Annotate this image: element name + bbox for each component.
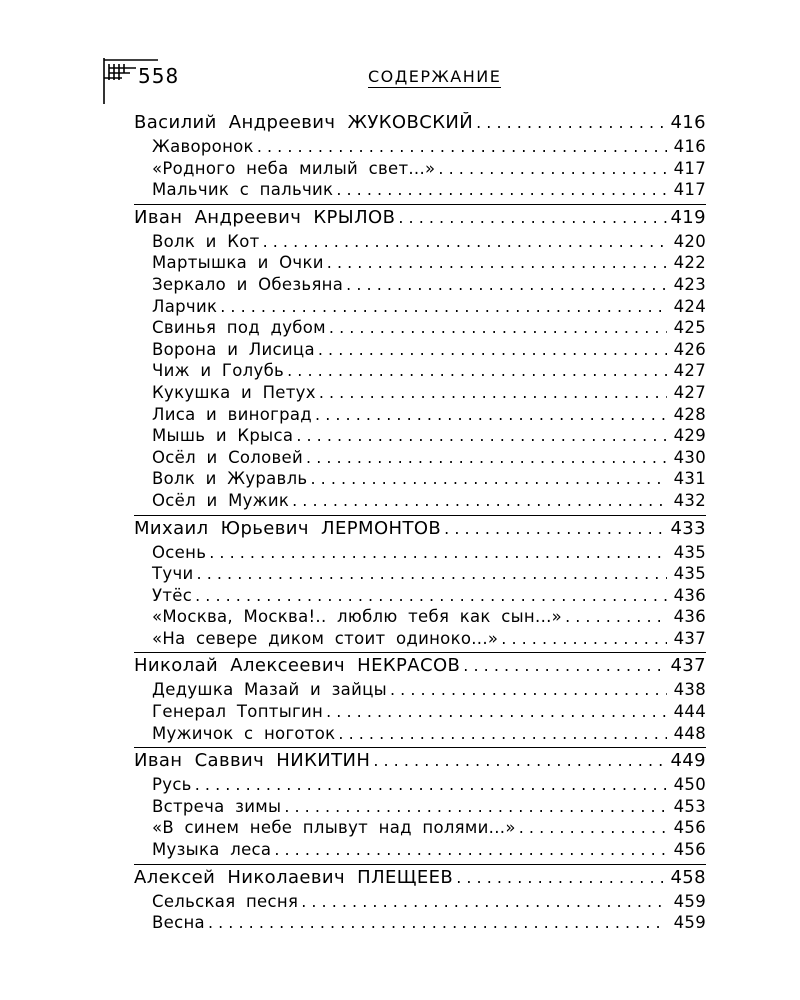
author-surname: ПЛЕЩЕЕВ <box>357 866 454 888</box>
author-surname: ЖУКОВСКИЙ <box>347 112 474 133</box>
author-first-names: Иван Андреевич <box>134 206 302 228</box>
item-page: 422 <box>673 253 706 273</box>
item-title: «Родного неба милый свет...» <box>152 158 436 178</box>
dot-leader <box>287 361 667 380</box>
item-page: 416 <box>673 137 706 156</box>
toc-item <box>134 361 706 383</box>
item-page: 448 <box>673 723 706 743</box>
item-title: Зеркало и Обезьяна <box>152 274 344 294</box>
toc-author-entry <box>134 747 706 775</box>
toc-item <box>134 297 706 319</box>
item-page: 437 <box>673 628 706 648</box>
author-page: 458 <box>670 866 706 888</box>
author-page: 437 <box>670 655 706 677</box>
dot-leader <box>329 318 667 337</box>
item-title: Чиж и Голубь <box>152 361 285 381</box>
toc-item <box>134 253 706 275</box>
author-page: 419 <box>670 206 706 228</box>
dot-leader <box>398 208 667 227</box>
dot-leader <box>456 868 667 887</box>
toc-item <box>134 892 706 914</box>
author-name <box>134 750 370 771</box>
item-title: Русь <box>152 775 192 795</box>
item-page: 431 <box>673 469 706 489</box>
item-page: 423 <box>673 274 706 294</box>
toc-item <box>134 913 706 935</box>
toc-author-entry <box>134 515 706 543</box>
dot-leader <box>390 680 667 699</box>
author-name <box>134 518 441 539</box>
dot-leader <box>565 607 667 626</box>
toc-item <box>134 318 706 340</box>
toc-item <box>134 629 706 651</box>
item-title: Свинья под дубом <box>152 318 326 338</box>
toc-item <box>134 840 706 862</box>
item-page: 436 <box>673 585 706 605</box>
author-first-names: Николай Алексеевич <box>134 655 346 677</box>
dot-leader <box>519 818 667 837</box>
dot-leader <box>327 253 667 272</box>
dot-leader <box>263 232 667 251</box>
toc-item <box>134 680 706 702</box>
author-name <box>134 655 460 676</box>
item-page: 435 <box>673 542 706 562</box>
item-title: Утёс <box>152 585 193 605</box>
dot-leader <box>257 137 667 156</box>
author-page: 433 <box>670 517 706 539</box>
item-title: Осёл и Соловей <box>152 447 304 467</box>
item-title: Кукушка и Петух <box>152 382 316 402</box>
dot-leader <box>301 892 667 911</box>
toc-item <box>134 818 706 840</box>
item-title: «На севере диком стоит одиноко...» <box>152 628 499 648</box>
dot-leader <box>319 383 667 402</box>
item-title: Ларчик <box>152 296 218 316</box>
author-surname: НЕКРАСОВ <box>357 655 461 677</box>
item-page: 456 <box>673 818 706 838</box>
toc-item <box>134 159 706 181</box>
item-title: Ворона и Лисица <box>152 339 315 359</box>
item-page: 417 <box>673 180 706 200</box>
toc-item <box>134 491 706 513</box>
toc-item <box>134 564 706 586</box>
toc-author-entry <box>134 204 706 232</box>
toc-item <box>134 232 706 254</box>
dot-leader <box>336 180 667 199</box>
item-title: Мальчик с пальчик <box>152 180 334 200</box>
toc-item <box>134 137 706 159</box>
dot-leader <box>284 797 667 816</box>
toc-item <box>134 586 706 608</box>
item-page: 456 <box>673 840 706 860</box>
toc-author-entry <box>134 652 706 680</box>
dot-leader <box>209 543 667 562</box>
dot-leader <box>306 448 667 467</box>
toc-item <box>134 275 706 297</box>
toc-item <box>134 702 706 724</box>
item-title: Мышь и Крыса <box>152 426 294 446</box>
toc-item <box>134 543 706 565</box>
author-surname: НИКИТИН <box>276 750 371 772</box>
dot-leader <box>501 629 667 648</box>
item-title: «В синем небе плывут над полями...» <box>152 818 516 838</box>
item-title: Весна <box>152 913 205 933</box>
item-page: 459 <box>673 891 706 911</box>
item-page: 417 <box>673 158 706 178</box>
item-page: 444 <box>673 702 706 722</box>
author-page: 449 <box>670 750 706 772</box>
author-name <box>134 867 453 888</box>
dot-leader <box>208 913 667 932</box>
item-title: Генерал Топтыгин <box>152 702 324 722</box>
toc-item <box>134 383 706 405</box>
item-title: Встреча зимы <box>152 796 282 816</box>
dot-leader <box>296 426 667 445</box>
dot-leader <box>274 840 667 859</box>
item-title: Лиса и виноград <box>152 404 313 424</box>
toc-item <box>134 724 706 746</box>
item-title: Сельская песня <box>152 891 299 911</box>
item-page: 427 <box>673 361 706 381</box>
item-title: Музыка леса <box>152 840 272 860</box>
item-page: 429 <box>673 426 706 446</box>
item-page: 459 <box>673 913 706 933</box>
item-title: Жаворонок <box>152 137 254 156</box>
author-surname: КРЫЛОВ <box>313 206 396 228</box>
item-page: 430 <box>673 447 706 467</box>
author-first-names: Алексей Николаевич <box>134 866 346 888</box>
dot-leader <box>444 519 667 538</box>
item-page: 435 <box>673 564 706 584</box>
item-title: Осень <box>152 542 207 562</box>
item-page: 425 <box>673 318 706 338</box>
item-page: 450 <box>673 775 706 795</box>
dot-leader <box>195 775 667 794</box>
toc-item <box>134 426 706 448</box>
toc-item <box>134 469 706 491</box>
dot-leader <box>438 159 667 178</box>
author-name <box>134 112 473 133</box>
item-page: 438 <box>673 680 706 700</box>
running-title: СОДЕРЖАНИЕ <box>368 67 502 86</box>
item-page: 420 <box>673 231 706 251</box>
author-page: 416 <box>670 112 706 133</box>
item-page: 453 <box>673 796 706 816</box>
page-number: 558 <box>138 64 180 88</box>
item-page: 428 <box>673 404 706 424</box>
item-title: Мартышка и Очки <box>152 253 324 273</box>
toc-item <box>134 405 706 427</box>
dot-leader <box>195 586 667 605</box>
dot-leader <box>292 491 667 510</box>
dot-leader <box>318 340 667 359</box>
dot-leader <box>326 702 667 721</box>
toc-author-entry <box>134 864 706 892</box>
item-page: 426 <box>673 339 706 359</box>
table-of-contents <box>134 112 706 935</box>
dot-leader <box>315 405 667 424</box>
dot-leader <box>463 656 667 675</box>
toc-item <box>134 607 706 629</box>
dot-leader <box>476 113 667 132</box>
dot-leader <box>346 275 667 294</box>
dot-leader <box>310 469 667 488</box>
author-surname: ЛЕРМОНТОВ <box>321 517 442 539</box>
toc-item <box>134 775 706 797</box>
dot-leader <box>220 297 667 316</box>
item-title: Дедушка Мазай и зайцы <box>152 680 387 700</box>
item-title: Волк и Журавль <box>152 469 308 489</box>
item-page: 427 <box>673 382 706 402</box>
author-first-names: Иван Саввич <box>134 750 265 772</box>
author-name <box>134 207 395 228</box>
toc-item <box>134 340 706 362</box>
dot-leader <box>338 724 667 743</box>
author-first-names: Михаил Юрьевич <box>134 517 309 539</box>
toc-author-entry <box>134 112 706 137</box>
item-page: 436 <box>673 607 706 627</box>
author-first-names: Василий Андреевич <box>134 112 336 133</box>
item-title: Мужичок с ноготок <box>152 723 336 743</box>
dot-leader <box>197 564 667 583</box>
item-page: 432 <box>673 490 706 510</box>
toc-item <box>134 448 706 470</box>
item-title: «Москва, Москва!.. люблю тебя как сын...» <box>152 607 563 627</box>
item-page: 424 <box>673 296 706 316</box>
dot-leader <box>373 751 667 770</box>
toc-item <box>134 180 706 202</box>
toc-item <box>134 797 706 819</box>
item-title: Волк и Кот <box>152 231 260 251</box>
item-title: Осёл и Мужик <box>152 490 290 510</box>
item-title: Тучи <box>152 564 194 584</box>
